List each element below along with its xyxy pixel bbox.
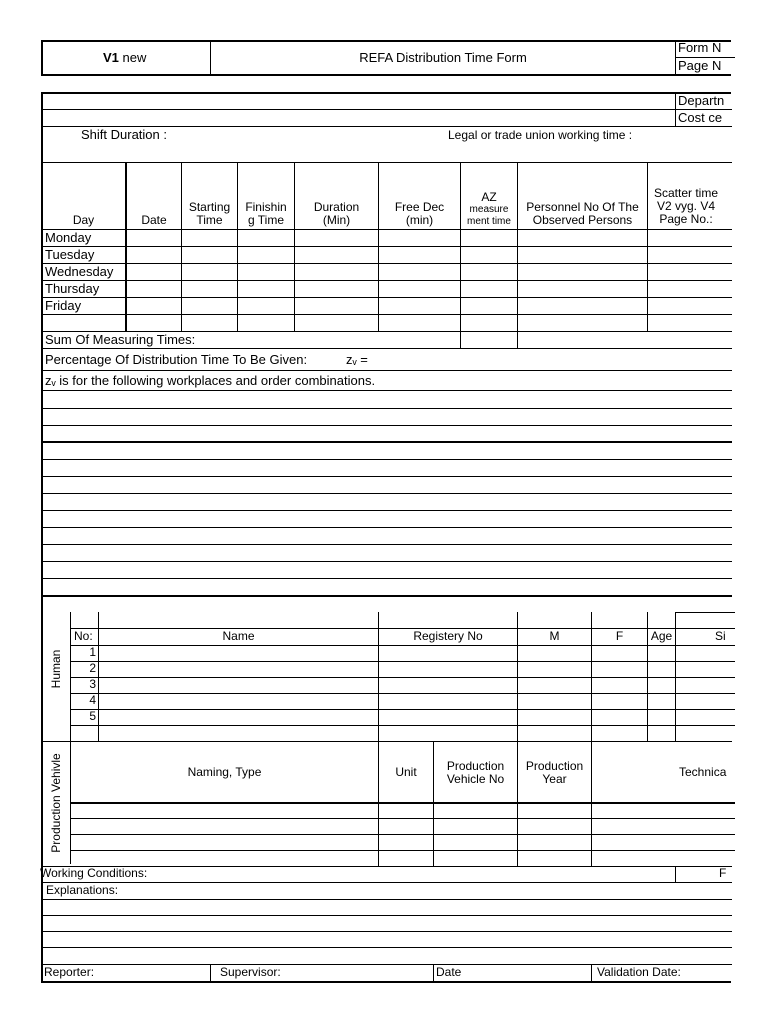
page-no-label: Page N — [678, 58, 722, 73]
human-row-4: 4 — [89, 693, 96, 707]
version-label: V1 new — [103, 50, 147, 65]
col-personnel-2: Observed Persons — [532, 213, 633, 227]
col-starting-1: Starting — [188, 200, 231, 214]
day-tuesday: Tuesday — [45, 247, 95, 262]
validation-date-label: Validation Date: — [597, 965, 681, 979]
percentage-label: Percentage Of Distribution Time To Be Given: — [45, 352, 308, 367]
department-label: Departn — [678, 93, 725, 108]
col-az-3: ment time — [467, 216, 511, 227]
vehicle-col-unit: Unit — [395, 765, 417, 779]
human-row-3: 3 — [89, 677, 96, 691]
cost-center-label: Cost ce — [678, 110, 723, 125]
vehicle-col-year-1: Production — [525, 759, 584, 773]
explanations-label: Explanations: — [46, 883, 119, 897]
human-col-age: Age — [650, 629, 673, 643]
col-scatter-2: V2 vyg. V4 — [656, 199, 716, 213]
date-label: Date — [436, 965, 462, 979]
vehicle-col-naming: Naming, Type — [187, 765, 262, 779]
col-az-2: measure — [469, 204, 509, 215]
col-date: Date — [141, 213, 167, 227]
col-free-dec-1: Free Dec — [394, 200, 445, 214]
day-monday: Monday — [45, 230, 92, 245]
shift-duration-label: Shift Duration : — [81, 127, 167, 142]
day-friday: Friday — [45, 298, 82, 313]
human-section-label: Human — [49, 649, 63, 689]
human-col-f: F — [615, 629, 624, 643]
vehicle-section-label: Production Vehivle — [49, 753, 63, 853]
vehicle-col-technical: Technica — [679, 765, 727, 779]
legal-working-time-label: Legal or trade union working time : — [448, 128, 633, 142]
vehicle-col-no-1: Production — [446, 759, 505, 773]
col-day: Day — [72, 213, 95, 227]
supervisor-label: Supervisor: — [220, 965, 281, 979]
day-wednesday: Wednesday — [45, 264, 114, 279]
working-conditions-label: Working Conditions: — [40, 866, 148, 880]
zv-equals: zᵥ = — [346, 352, 368, 367]
human-row-5: 5 — [89, 709, 96, 723]
human-col-registry: Registery No — [413, 629, 483, 643]
form-title: REFA Distribution Time Form — [359, 50, 527, 65]
zv-note: zᵥ is for the following workplaces and order combinations. — [45, 373, 376, 388]
col-duration-2: (Min) — [322, 213, 351, 227]
col-free-dec-2: (min) — [405, 213, 434, 227]
col-finishing-2: g Time — [247, 213, 284, 227]
col-scatter-3: Page No.: — [659, 212, 713, 226]
human-col-no: No: — [74, 629, 93, 643]
vehicle-col-year-2: Year — [542, 772, 567, 786]
col-personnel-1: Personnel No Of The — [526, 200, 639, 214]
day-thursday: Thursday — [45, 281, 100, 296]
col-az-1: AZ — [481, 190, 497, 204]
human-col-extra: Si — [715, 629, 726, 643]
col-starting-2: Time — [196, 213, 223, 227]
col-scatter-1: Scatter time — [653, 186, 719, 200]
sum-measuring-times: Sum Of Measuring Times: — [45, 332, 196, 347]
human-row-2: 2 — [89, 661, 96, 675]
form-no-label: Form N — [678, 40, 722, 55]
human-col-name: Name — [222, 629, 255, 643]
human-row-1: 1 — [89, 645, 96, 659]
working-conditions-right: F — [719, 866, 727, 880]
vehicle-col-no-2: Vehicle No — [446, 772, 505, 786]
col-duration-1: Duration — [313, 200, 360, 214]
human-col-m: M — [549, 629, 560, 643]
col-finishing-1: Finishin — [245, 200, 287, 214]
reporter-label: Reporter: — [44, 965, 95, 979]
